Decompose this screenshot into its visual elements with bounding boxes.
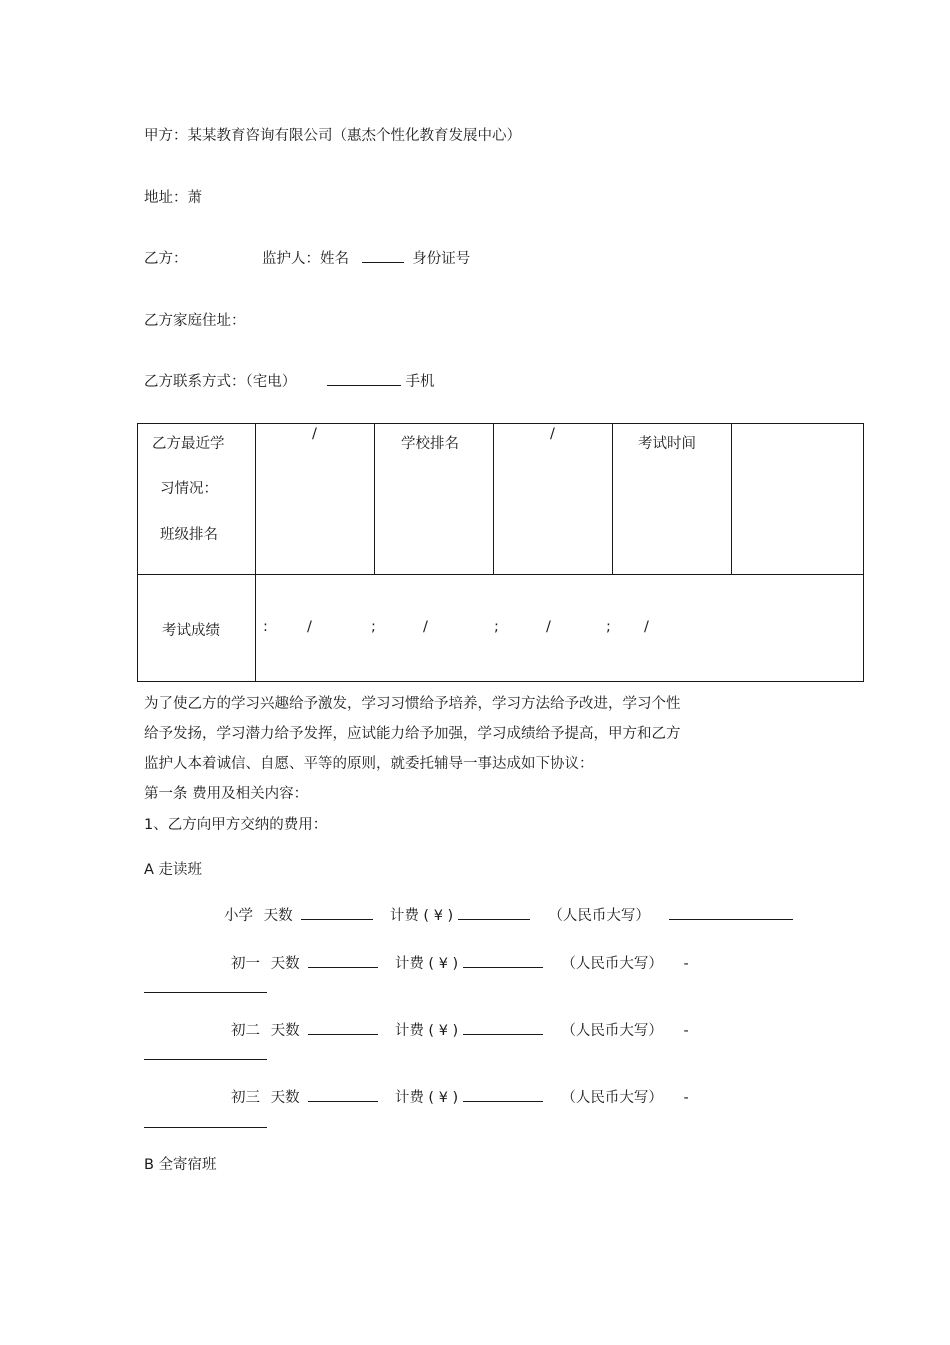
school-rank-value: /: [550, 426, 555, 442]
rmb-capital-blank[interactable]: [144, 1059, 267, 1060]
continuation-dash: -: [683, 1023, 689, 1039]
exam-score-label-cell: [138, 575, 256, 682]
intro-line-1: 为了使乙方的学习兴趣给予激发，学习习惯给予培养，学习方法给予改进，学习个性: [144, 696, 681, 712]
address-line: 地址：萧: [144, 190, 202, 206]
study-header-cell: [138, 424, 256, 575]
home-phone-blank[interactable]: [327, 373, 401, 386]
score-separator: ;: [606, 619, 611, 635]
exam-score-cell[interactable]: [256, 575, 864, 682]
rmb-capital-label: （人民币大写）: [561, 956, 663, 972]
rmb-capital-blank[interactable]: [669, 907, 793, 920]
score-separator: /: [644, 619, 649, 635]
score-separator: /: [307, 619, 312, 635]
guardian-name-blank[interactable]: [362, 250, 404, 263]
school-rank-cell[interactable]: [494, 424, 613, 575]
section-a-day-class: A 走读班: [144, 862, 203, 878]
intro-line-3: 监护人本着诚信、自愿、平等的原则，就委托辅导一事达成如下协议：: [144, 756, 594, 772]
fee-amount-blank[interactable]: [463, 1022, 543, 1035]
score-separator: :: [263, 619, 268, 635]
rmb-capital-label: （人民币大写）: [561, 1090, 663, 1106]
study-header-line1: 乙方最近学: [152, 436, 225, 452]
score-separator: ;: [494, 619, 499, 635]
party-b-label: 乙方：: [144, 251, 188, 267]
study-info-table: [137, 423, 864, 682]
exam-time-label: 考试时间: [638, 436, 696, 452]
fee-row-primary: [224, 904, 793, 925]
party-a-line: 甲方：某某教育咨询有限公司（惠杰个性化教育发展中心）: [144, 128, 521, 144]
fee-amount-blank[interactable]: [463, 955, 543, 968]
rmb-capital-blank[interactable]: [144, 992, 267, 993]
table-row: [138, 575, 864, 682]
fee-label: 计费 ( ¥ ): [389, 908, 454, 924]
days-blank[interactable]: [308, 1022, 378, 1035]
fee-amount-blank[interactable]: [458, 907, 530, 920]
fee-row-grade-8: [231, 1019, 689, 1040]
guardian-name-label: 监护人：姓名: [262, 251, 349, 267]
grade-label: 初一: [231, 956, 260, 972]
grade-label: 初三: [231, 1090, 260, 1106]
fee-row-grade-9: [231, 1086, 689, 1107]
continuation-dash: -: [683, 1090, 689, 1106]
fee-amount-blank[interactable]: [463, 1089, 543, 1102]
days-blank[interactable]: [308, 955, 378, 968]
rmb-capital-label: （人民币大写）: [548, 908, 650, 924]
fee-row-grade-7: [231, 952, 689, 973]
days-label: 天数: [263, 908, 293, 924]
exam-score-values: [256, 575, 863, 681]
home-address-line: 乙方家庭住址：: [144, 313, 246, 329]
contact-line: [144, 370, 434, 391]
fee-label: 计费 ( ¥ ): [394, 1090, 459, 1106]
rmb-capital-blank[interactable]: [144, 1127, 267, 1128]
study-header-line3: 班级排名: [160, 527, 218, 543]
continuation-dash: -: [683, 956, 689, 972]
school-rank-label-cell: [375, 424, 494, 575]
exam-time-cell[interactable]: [732, 424, 864, 575]
score-separator: /: [546, 619, 551, 635]
home-phone-label: 乙方联系方式：（宅电）: [144, 374, 297, 390]
days-blank[interactable]: [308, 1089, 378, 1102]
intro-line-2: 给予发扬，学习潜力给予发挥，应试能力给予加强，学习成绩给予提高，甲方和乙方: [144, 726, 681, 742]
days-label: 天数: [270, 1023, 300, 1039]
fee-label: 计费 ( ¥ ): [394, 1023, 459, 1039]
grade-label: 初二: [231, 1023, 260, 1039]
days-label: 天数: [270, 956, 300, 972]
days-blank[interactable]: [301, 907, 373, 920]
article-1-title: 第一条 费用及相关内容：: [144, 786, 309, 802]
class-rank-value: /: [312, 426, 317, 442]
rmb-capital-label: （人民币大写）: [561, 1023, 663, 1039]
mobile-label: 手机: [405, 374, 435, 390]
grade-label: 小学: [224, 908, 253, 924]
fee-item-1: 1、乙方向甲方交纳的费用：: [144, 817, 328, 833]
guardian-line: [262, 247, 470, 268]
study-header-line2: 习情况：: [160, 481, 218, 497]
table-row: [138, 424, 864, 575]
section-b-boarding-class: B 全寄宿班: [144, 1157, 217, 1173]
fee-label: 计费 ( ¥ ): [394, 956, 459, 972]
id-number-label: 身份证号: [412, 251, 471, 267]
days-label: 天数: [270, 1090, 300, 1106]
class-rank-cell[interactable]: [256, 424, 375, 575]
score-separator: ;: [371, 619, 376, 635]
exam-time-label-cell: [613, 424, 732, 575]
school-rank-label: 学校排名: [401, 436, 459, 452]
score-separator: /: [423, 619, 428, 635]
exam-score-label: 考试成绩: [162, 623, 220, 639]
